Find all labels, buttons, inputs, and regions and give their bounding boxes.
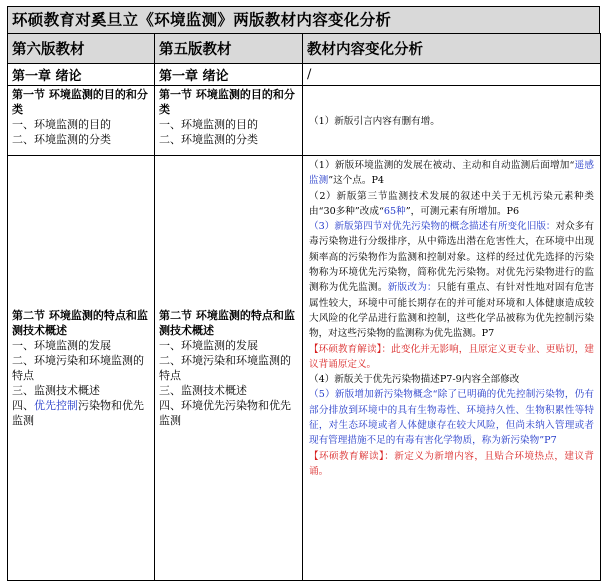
section1-fifth-item: 一、环境监测的目的 <box>159 118 258 131</box>
section1-analysis <box>303 86 601 156</box>
section2-fifth-item: 二、环境污染和环境监测的特点 <box>159 354 291 382</box>
analysis-point-1 <box>309 158 594 189</box>
p3-new-definition: 只能有重点、有针对性地对固有危害属性较大，环境中可能长期存在的并可能对环境和人体健康造成较大风险的化学品进行监测和控制，这些化学品被称为优先控制污染物，对这些污染物的监测称为优先监测。P7 <box>309 282 595 340</box>
comparison-table <box>7 33 601 581</box>
p2-highlight: 65种 <box>383 205 406 217</box>
analysis-document <box>7 6 600 581</box>
chapter-row <box>8 64 601 86</box>
section2-fifth-title: 第二节 环境监测的特点和监测技术概述 <box>159 309 295 337</box>
analysis-comment-1: 【环硕教育解读】：此变化并无影响，且原定义更专业、更贴切，建议背诵原定义。 <box>309 343 594 370</box>
p2-tail: ”，可测元素有所增加。P6 <box>405 205 520 217</box>
header-sixth-edition: 第六版教材 <box>8 34 155 64</box>
section1-sixth <box>8 86 155 156</box>
section2-fifth-item: 一、环境监测的发展 <box>159 339 258 352</box>
analysis-point-3 <box>309 219 594 341</box>
section2-sixth-title: 第二节 环境监测的特点和监测技术概述 <box>12 309 148 337</box>
section2-analysis <box>303 156 601 581</box>
section1-fifth-item: 二、环境监测的分类 <box>159 133 258 146</box>
section2-fifth <box>155 156 303 581</box>
section2-sixth-item: 一、环境监测的发展 <box>12 339 111 352</box>
chapter-sixth: 第一章 绪论 <box>8 64 155 86</box>
chapter-fifth: 第一章 绪论 <box>155 64 303 86</box>
header-row <box>8 34 601 64</box>
section1-sixth-title: 第一节 环境监测的目的和分类 <box>12 88 148 116</box>
section2-sixth <box>8 156 155 581</box>
section1-sixth-item: 二、环境监测的分类 <box>12 133 111 146</box>
p3-heading: （3）新版第四节对优先污染物的概念描述有所变化旧版： <box>309 221 556 233</box>
header-analysis: 教材内容变化分析 <box>303 34 601 64</box>
p3-new-label: 新版改为： <box>387 282 437 294</box>
chapter-analysis-text: / <box>307 67 312 82</box>
item4-suffix: 污染物和优先监测 <box>12 399 144 427</box>
item4-prefix: 四、 <box>12 399 34 412</box>
section1-analysis-text: （1）新版引言内容有删有增。 <box>309 115 440 127</box>
header-fifth-edition: 第五版教材 <box>155 34 303 64</box>
section1-fifth <box>155 86 303 156</box>
p1-text: （1）新版环境监测的发展在被动、主动和自动监测后面增加“ <box>309 160 575 171</box>
analysis-comment-2: 【环硕教育解读】：新定义为新增内容，且贴合环境热点，建议背诵。 <box>309 450 594 477</box>
p3-old-definition: 对众多有毒污染物进行分级排序，从中筛选出潜在危害性大，在环境中出现频率高的污染物作为监测和控制对象。这样的经过优先选择的污染物称为环境优先污染物，简称优先污染物。对优先污染物进行的监测称为优先监测。 <box>309 221 595 294</box>
section1-fifth-title: 第一节 环境监测的目的和分类 <box>159 88 295 116</box>
section2-sixth-item: 三、监测技术概述 <box>12 384 100 397</box>
document-title: 环硕教育对奚旦立《环境监测》两版教材内容变化分析 <box>7 6 600 33</box>
section2-sixth-item: 二、环境污染和环境监测的特点 <box>12 354 144 382</box>
section2-sixth-item-4 <box>12 398 150 428</box>
section1-sixth-item: 一、环境监测的目的 <box>12 118 111 131</box>
section2-fifth-item: 三、监测技术概述 <box>159 384 247 397</box>
section1-row <box>8 86 601 156</box>
p2-text: （2）新版第三节监测技术发展的叙述中关于无机污染元素种类由“30多种”改成“ <box>309 190 594 217</box>
p1-highlight: 遥感监测 <box>309 160 594 187</box>
section2-row <box>8 156 601 581</box>
item4-highlight: 优先控制 <box>34 399 78 412</box>
section2-fifth-item: 四、环境优先污染物和优先监测 <box>159 399 291 427</box>
p1-tail: ”这个点。P4 <box>328 175 385 187</box>
analysis-point-2 <box>309 189 594 220</box>
analysis-point-5: （5）新版增加新污染物概念“除了已明确的优先控制污染物，仍有部分排放到环境中的具有生物毒性、环境持久性、生物积累性等特征，对生态环境或者人体健康存在较大风险，但尚未纳入管理或者现有管理措施不足的有毒有害化学物质，称为新污染物”P7 <box>309 389 594 447</box>
chapter-analysis <box>303 64 601 86</box>
analysis-point-4: （4）新版关于优先污染物描述P7-9内容全部修改 <box>309 374 520 386</box>
